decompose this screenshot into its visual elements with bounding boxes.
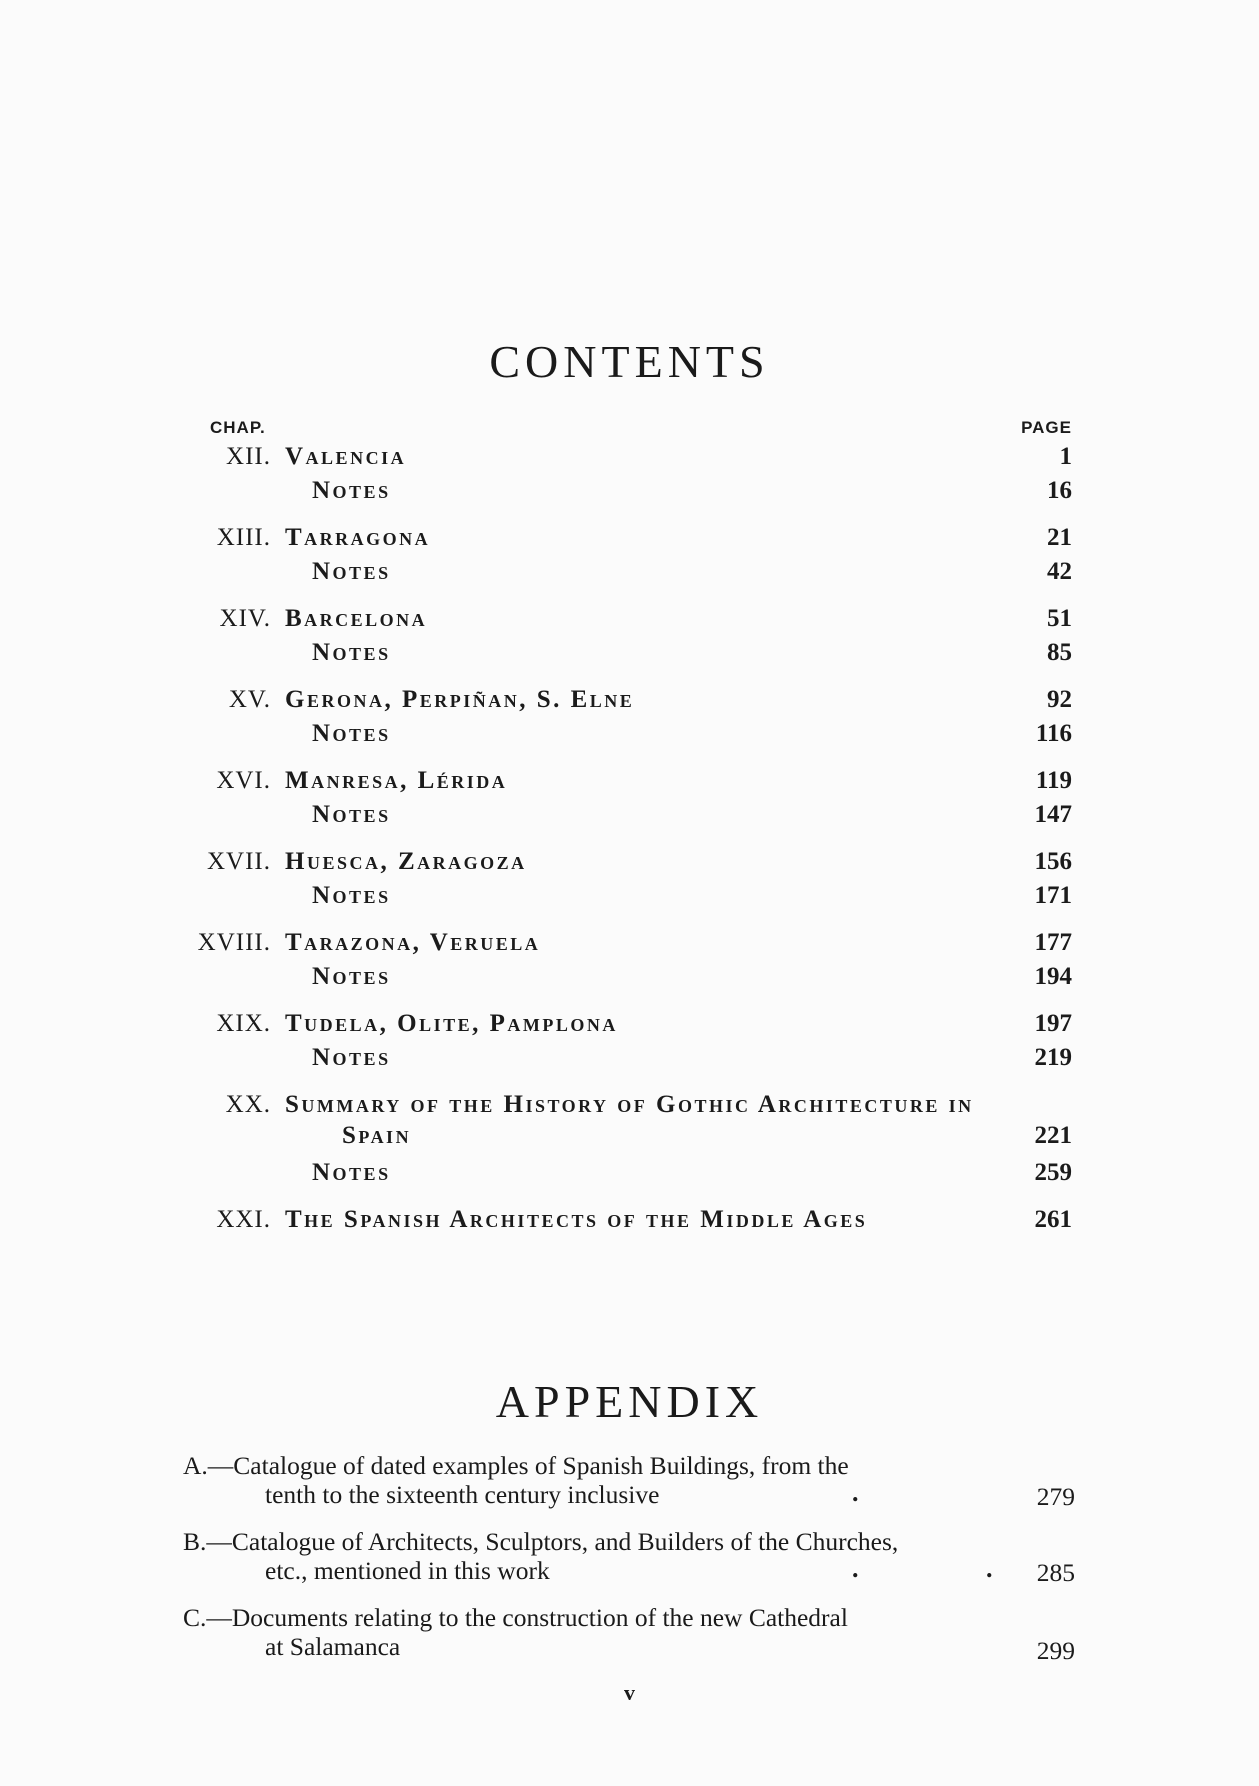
page-number: 1 bbox=[1059, 443, 1072, 470]
toc-row bbox=[0, 1122, 1259, 1156]
chapter-number: XVII. bbox=[206, 848, 271, 875]
toc-row bbox=[0, 558, 1259, 592]
page-number: 299 bbox=[1036, 1636, 1075, 1665]
page-number: 177 bbox=[1034, 929, 1072, 956]
page-number: 51 bbox=[1047, 605, 1072, 632]
appendix-item-line: at Salamanca bbox=[265, 1632, 401, 1661]
page-column-label: PAGE bbox=[1021, 418, 1072, 437]
toc-row bbox=[0, 929, 1259, 963]
chapter-title: Gerona, Perpiñan, S. Elne bbox=[285, 686, 635, 713]
notes-title: Notes bbox=[312, 882, 391, 909]
toc-row bbox=[0, 686, 1259, 720]
notes-title: Notes bbox=[312, 558, 391, 585]
page-number: 147 bbox=[1034, 801, 1072, 828]
folio-page-number: v bbox=[624, 1680, 635, 1705]
toc-row bbox=[0, 524, 1259, 558]
chapter-title: Manresa, Lérida bbox=[285, 767, 508, 794]
toc-row bbox=[0, 443, 1259, 477]
chapter-number: XVI. bbox=[216, 767, 271, 794]
leader-dot: . bbox=[852, 1554, 859, 1583]
chapter-title: Tarragona bbox=[285, 524, 431, 551]
toc-row bbox=[0, 639, 1259, 673]
notes-title: Notes bbox=[312, 477, 391, 504]
toc-row bbox=[0, 1091, 1259, 1125]
toc-row bbox=[0, 963, 1259, 997]
toc-row bbox=[0, 605, 1259, 639]
chapter-number: XVIII. bbox=[197, 929, 271, 956]
chapter-number: XIX. bbox=[216, 1010, 271, 1037]
chapter-title-continuation: Spain bbox=[342, 1122, 412, 1149]
appendix-heading: APPENDIX bbox=[495, 1376, 764, 1427]
appendix-item-line: A.—Catalogue of dated examples of Spanish Buildings, from the bbox=[183, 1451, 849, 1480]
toc-row bbox=[0, 848, 1259, 882]
page-number: 194 bbox=[1034, 963, 1072, 990]
chapter-number: XX. bbox=[225, 1091, 271, 1118]
notes-title: Notes bbox=[312, 801, 391, 828]
page-number: 119 bbox=[1035, 767, 1072, 794]
chapter-title: Tudela, Olite, Pamplona bbox=[285, 1010, 618, 1037]
appendix-item-line: tenth to the sixteenth century inclusive bbox=[265, 1480, 660, 1509]
page-number: 116 bbox=[1035, 720, 1072, 747]
toc-row bbox=[0, 882, 1259, 916]
page-number: 285 bbox=[1036, 1558, 1075, 1587]
toc-row bbox=[0, 801, 1259, 835]
notes-title: Notes bbox=[312, 963, 391, 990]
chapter-number: XXI. bbox=[216, 1206, 271, 1233]
chapter-number: XIII. bbox=[216, 524, 271, 551]
toc-row bbox=[0, 477, 1259, 511]
page-number: 219 bbox=[1034, 1044, 1072, 1071]
page-number: 261 bbox=[1034, 1206, 1072, 1233]
page-number: 171 bbox=[1034, 882, 1072, 909]
chapter-title: The Spanish Architects of the Middle Ages bbox=[285, 1206, 868, 1233]
chapter-title: Huesca, Zaragoza bbox=[285, 848, 527, 875]
toc-row bbox=[0, 1010, 1259, 1044]
appendix-item-line: etc., mentioned in this work bbox=[265, 1556, 550, 1585]
chapter-title: Barcelona bbox=[285, 605, 428, 632]
notes-title: Notes bbox=[312, 720, 391, 747]
chap-column-label: CHAP. bbox=[210, 418, 266, 437]
page-number: 92 bbox=[1047, 686, 1072, 713]
chapter-number: XIV. bbox=[219, 605, 271, 632]
page-number: 221 bbox=[1034, 1122, 1072, 1149]
page-number: 197 bbox=[1034, 1010, 1072, 1037]
page-number: 42 bbox=[1047, 558, 1072, 585]
toc-row bbox=[0, 720, 1259, 754]
chapter-title: Tarazona, Veruela bbox=[285, 929, 541, 956]
appendix-item-line: B.—Catalogue of Architects, Sculptors, and Builders of the Churches, bbox=[183, 1527, 899, 1556]
page-number: 16 bbox=[1047, 477, 1072, 504]
appendix-item-line: C.—Documents relating to the construction of the new Cathedral bbox=[183, 1603, 848, 1632]
chapter-number: XV. bbox=[228, 686, 271, 713]
toc-row bbox=[0, 1206, 1259, 1240]
toc-row bbox=[0, 1044, 1259, 1078]
page-number: 21 bbox=[1047, 524, 1072, 551]
notes-title: Notes bbox=[312, 1159, 391, 1186]
leader-dot: . bbox=[852, 1478, 859, 1507]
page-number: 279 bbox=[1036, 1482, 1075, 1511]
chapter-title: Valencia bbox=[285, 443, 407, 470]
page-number: 156 bbox=[1034, 848, 1072, 875]
page-number: 85 bbox=[1047, 639, 1072, 666]
notes-title: Notes bbox=[312, 639, 391, 666]
page-number: 259 bbox=[1034, 1159, 1072, 1186]
chapter-title: Summary of the History of Gothic Architecture in bbox=[285, 1091, 974, 1118]
toc-row bbox=[0, 767, 1259, 801]
chapter-number: XII. bbox=[226, 443, 271, 470]
leader-dot: . bbox=[986, 1554, 993, 1583]
contents-heading: CONTENTS bbox=[489, 336, 770, 387]
notes-title: Notes bbox=[312, 1044, 391, 1071]
toc-row bbox=[0, 1159, 1259, 1193]
